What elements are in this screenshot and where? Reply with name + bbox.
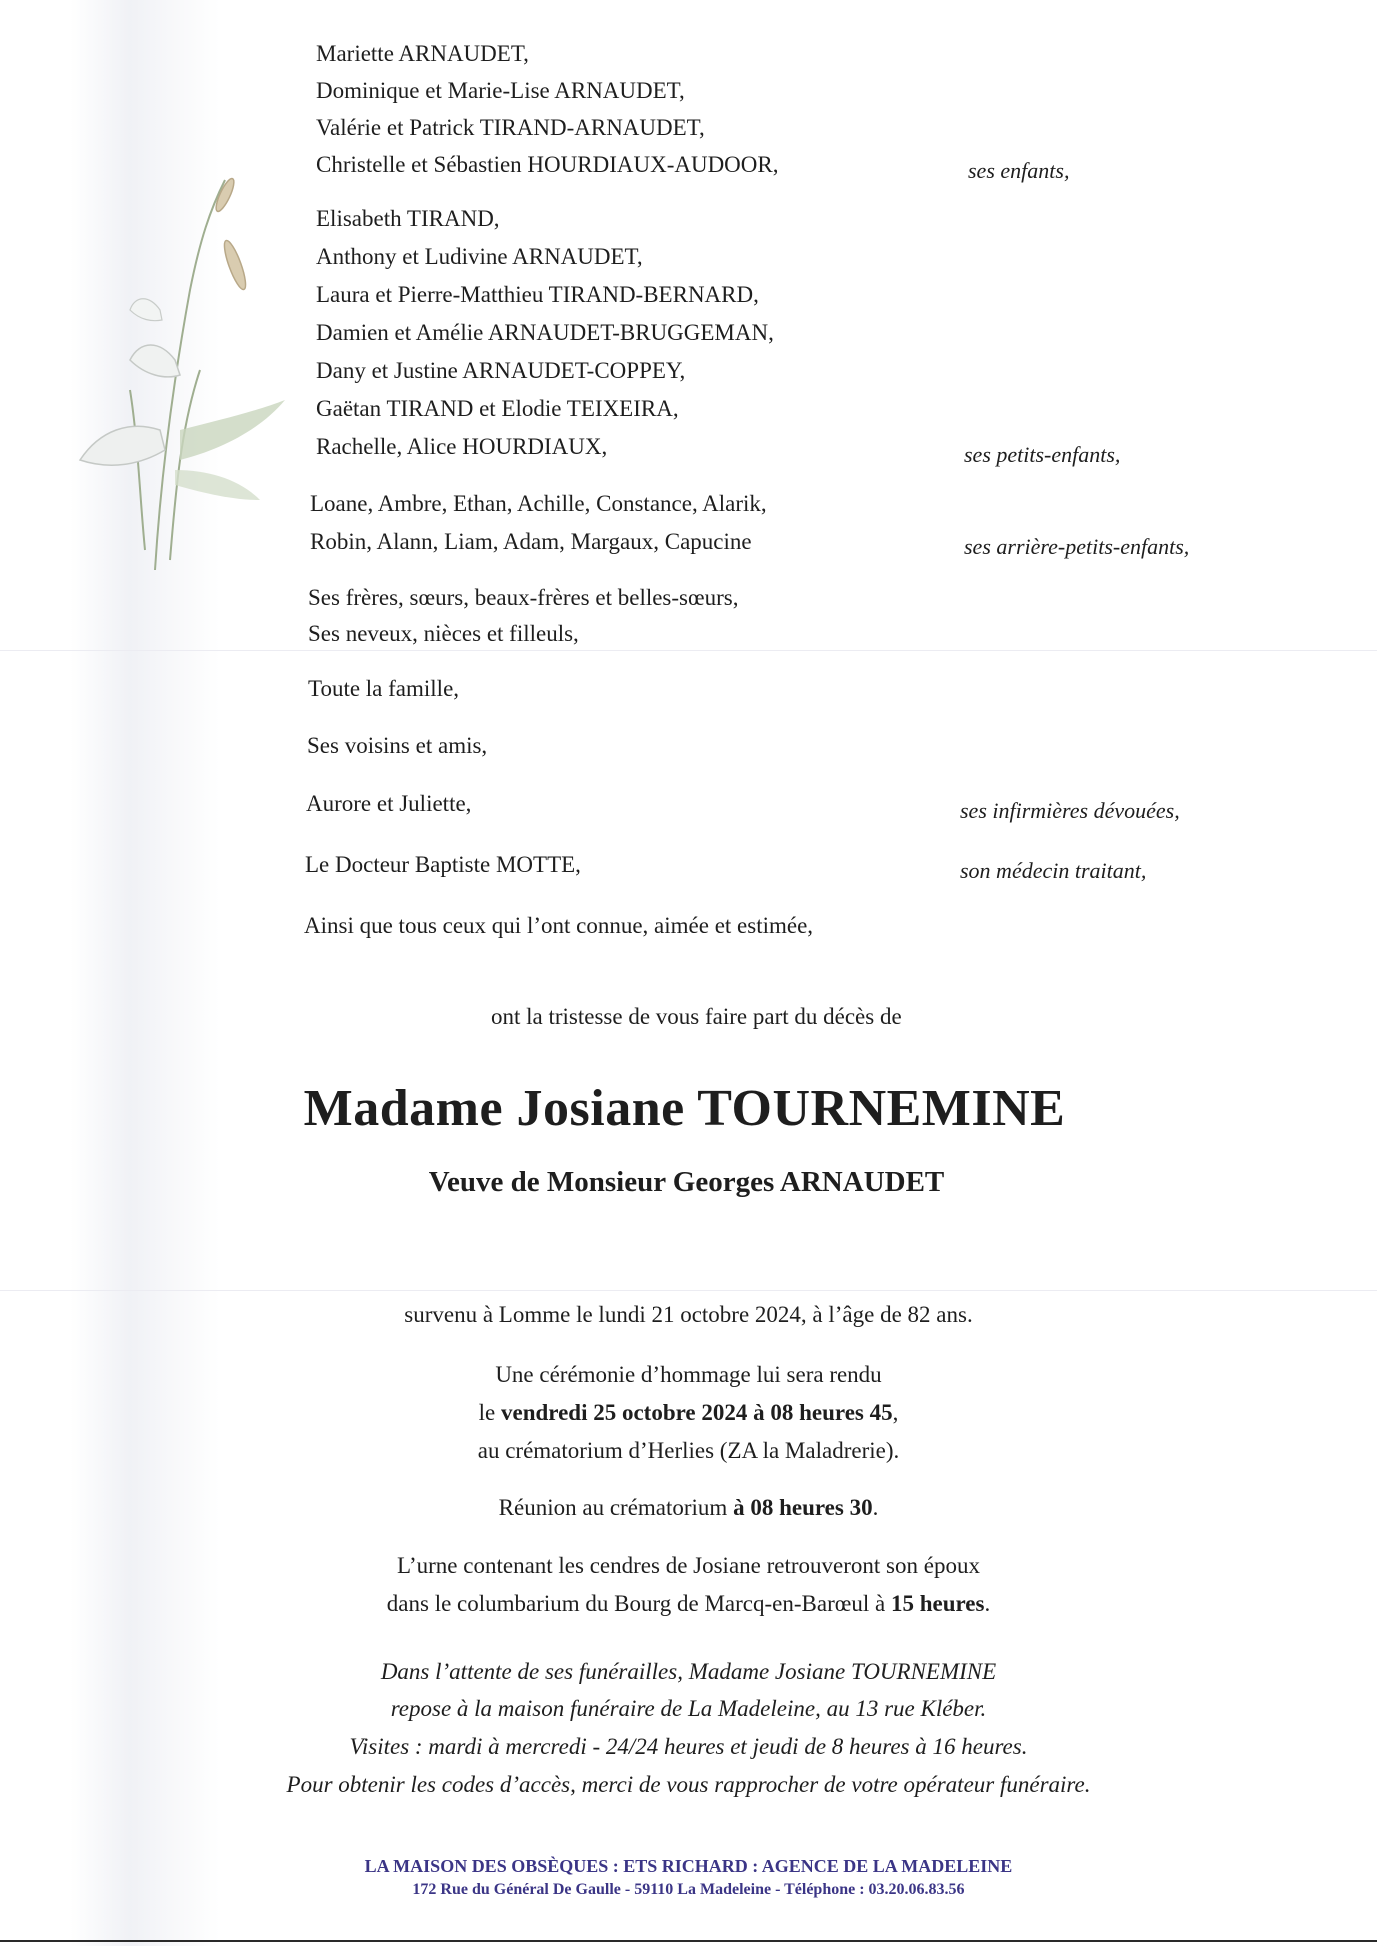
family-member-line: Toute la famille, bbox=[308, 676, 460, 701]
death-details: survenu à Lomme le lundi 21 octobre 2024, à l’âge de 82 ans. bbox=[404, 1302, 973, 1327]
family-member-line: Robin, Alann, Liam, Adam, Margaux, Capucine bbox=[310, 529, 752, 554]
relation-label: ses enfants, bbox=[968, 158, 1070, 183]
bottom-border bbox=[0, 1940, 1377, 1942]
urn-text: dans le columbarium du Bourg de Marcq-en-Barœul à bbox=[386, 1591, 891, 1616]
deceased-name: Madame Josiane TOURNEMINE bbox=[303, 1080, 1066, 1137]
relation-label: ses petits-enfants, bbox=[964, 442, 1121, 467]
family-member-line: Ses frères, sœurs, beaux-frères et belles-sœurs, bbox=[308, 585, 739, 610]
ceremony-text: , bbox=[892, 1400, 899, 1425]
urn-time: 15 heures bbox=[890, 1591, 985, 1616]
relation-label: son médecin traitant, bbox=[960, 858, 1147, 883]
meeting-text: Réunion au crématorium bbox=[498, 1495, 734, 1520]
urn-text: . bbox=[984, 1591, 991, 1616]
family-member-line: Dominique et Marie-Lise ARNAUDET, bbox=[316, 78, 685, 103]
ceremony-line: Une cérémonie d’hommage lui sera rendu bbox=[495, 1362, 882, 1387]
meeting-time: à 08 heures 30 bbox=[733, 1495, 873, 1520]
meeting-text: . bbox=[872, 1495, 879, 1520]
family-member-line: Elisabeth TIRAND, bbox=[316, 206, 500, 231]
family-member-line: Laura et Pierre-Matthieu TIRAND-BERNARD, bbox=[316, 282, 759, 307]
relation-label: ses infirmières dévouées, bbox=[960, 798, 1180, 823]
family-member-line: Mariette ARNAUDET, bbox=[316, 41, 529, 66]
family-member-line: Aurore et Juliette, bbox=[306, 791, 472, 816]
urn-line bbox=[0, 1590, 1377, 1618]
family-member-line: Valérie et Patrick TIRAND-ARNAUDET, bbox=[316, 115, 705, 140]
ceremony-line: au crématorium d’Herlies (ZA la Maladrerie). bbox=[477, 1438, 900, 1463]
family-member-line: Anthony et Ludivine ARNAUDET, bbox=[316, 244, 643, 269]
family-member-line: Christelle et Sébastien HOURDIAUX-AUDOOR, bbox=[316, 152, 779, 177]
family-member-line: Le Docteur Baptiste MOTTE, bbox=[305, 852, 581, 877]
meeting-line bbox=[0, 1494, 1377, 1522]
family-member-line: Rachelle, Alice HOURDIAUX, bbox=[316, 434, 608, 459]
family-member-line: Dany et Justine ARNAUDET-COPPEY, bbox=[316, 358, 686, 383]
calla-lily-illustration bbox=[60, 170, 290, 590]
announcement-text: ont la tristesse de vous faire part du décès de bbox=[491, 1004, 902, 1029]
fold-line bbox=[0, 1290, 1377, 1291]
ceremony-line bbox=[0, 1399, 1377, 1427]
family-member-line: Damien et Amélie ARNAUDET-BRUGGEMAN, bbox=[316, 320, 774, 345]
family-member-line: Loane, Ambre, Ethan, Achille, Constance, Alarik, bbox=[310, 491, 767, 516]
funeral-company-address: 172 Rue du Général De Gaulle - 59110 La Madeleine - Téléphone : 03.20.06.83.56 bbox=[412, 1881, 965, 1898]
ceremony-text: le bbox=[478, 1400, 501, 1425]
deceased-subtitle: Veuve de Monsieur Georges ARNAUDET bbox=[428, 1166, 945, 1198]
rest-info-line: Visites : mardi à mercredi - 24/24 heures et jeudi de 8 heures à 16 heures. bbox=[349, 1734, 1028, 1759]
rest-info-line: repose à la maison funéraire de La Madeleine, au 13 rue Kléber. bbox=[390, 1696, 987, 1721]
family-member-line: Ses neveux, nièces et filleuls, bbox=[308, 621, 579, 646]
family-member-line: Ses voisins et amis, bbox=[307, 733, 488, 758]
family-member-line: Ainsi que tous ceux qui l’ont connue, aimée et estimée, bbox=[304, 913, 814, 938]
ceremony-date: vendredi 25 octobre 2024 à 08 heures 45 bbox=[500, 1400, 893, 1425]
funeral-company-name: LA MAISON DES OBSÈQUES : ETS RICHARD : AGENCE DE LA MADELEINE bbox=[364, 1856, 1013, 1876]
fold-line bbox=[0, 650, 1377, 651]
relation-label: ses arrière-petits-enfants, bbox=[964, 534, 1190, 559]
family-member-line: Gaëtan TIRAND et Elodie TEIXEIRA, bbox=[316, 396, 679, 421]
urn-line: L’urne contenant les cendres de Josiane retrouveront son époux bbox=[397, 1553, 980, 1578]
rest-info-line: Pour obtenir les codes d’accès, merci de vous rapprocher de votre opérateur funéraire. bbox=[286, 1772, 1091, 1797]
rest-info-line: Dans l’attente de ses funérailles, Madame Josiane TOURNEMINE bbox=[380, 1659, 997, 1684]
